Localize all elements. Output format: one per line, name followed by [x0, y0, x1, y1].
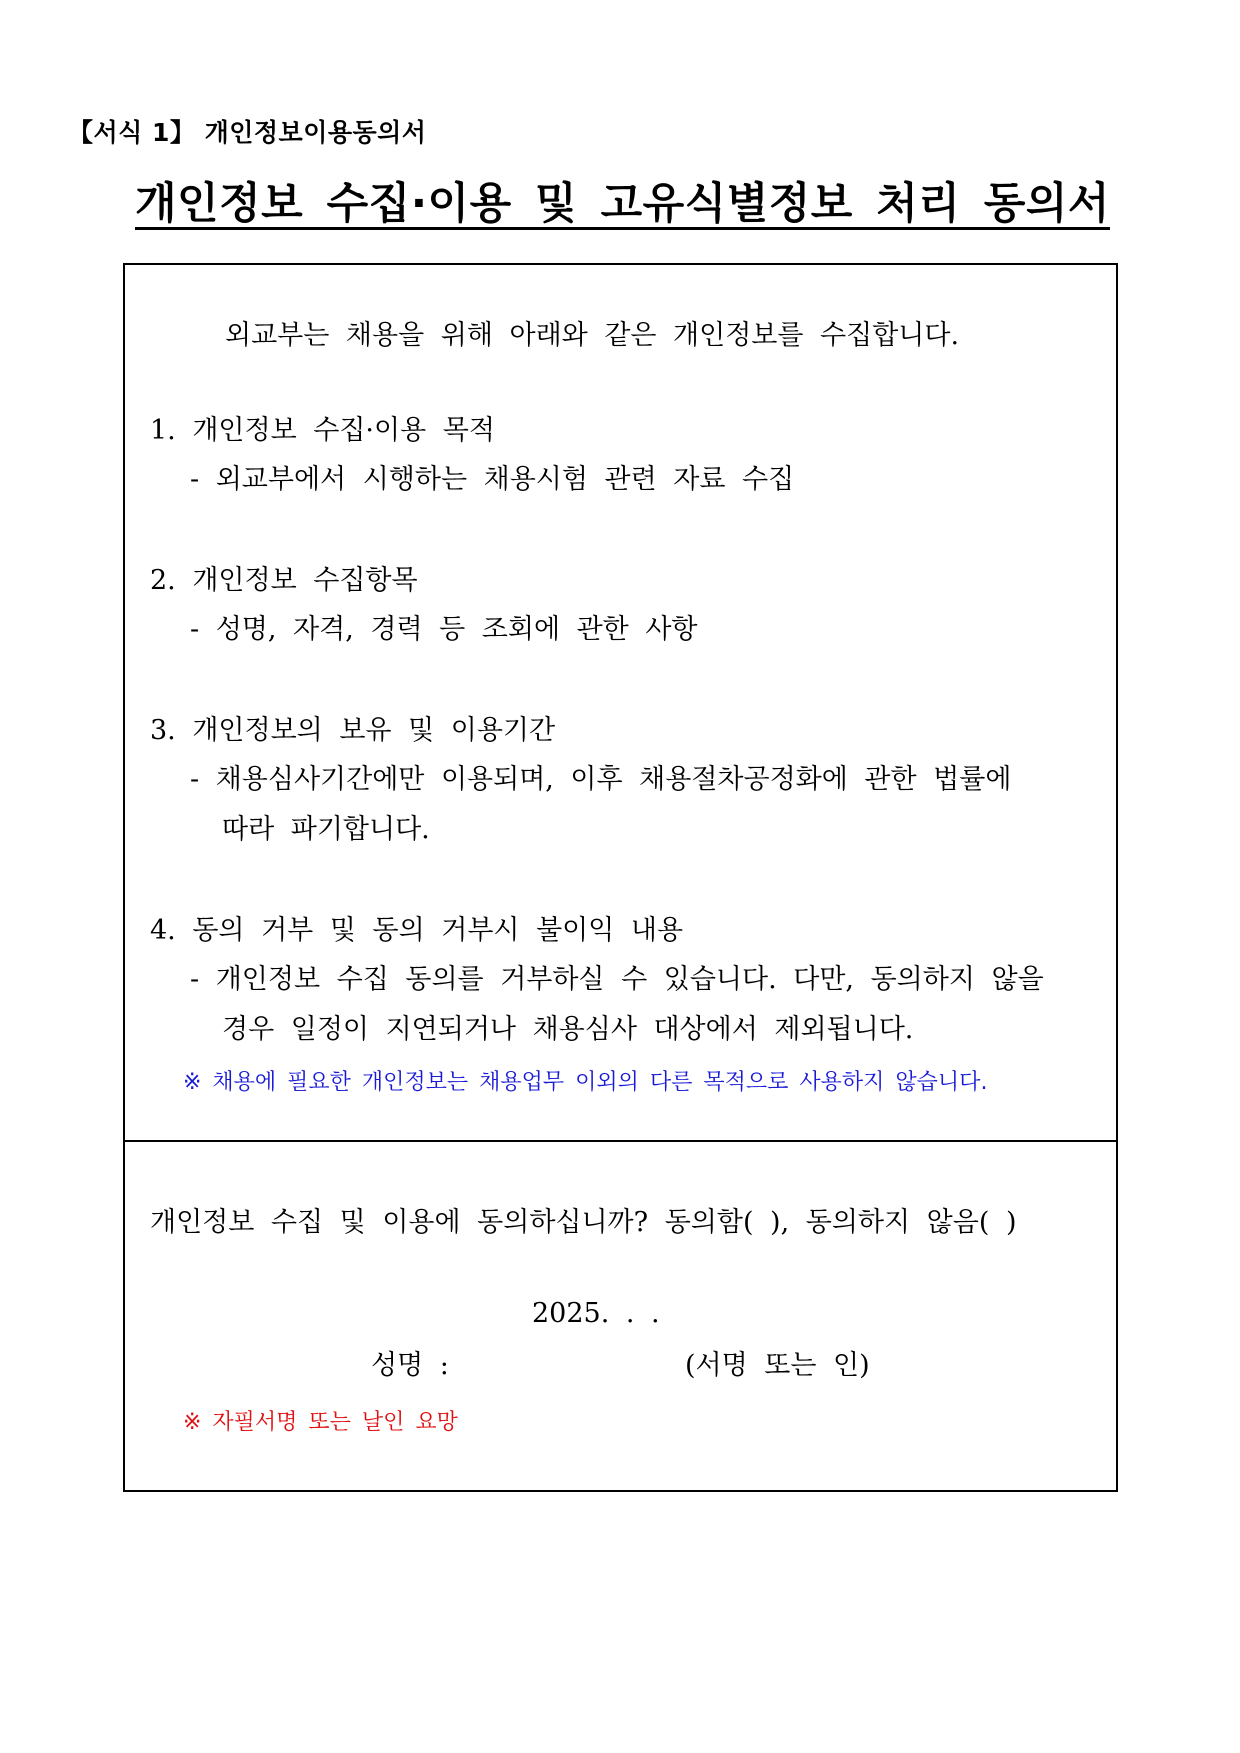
document-title: 개인정보 수집·이용 및 고유식별정보 처리 동의서 — [135, 179, 1110, 229]
usage-note: ※ 채용에 필요한 개인정보는 채용업무 이외의 다른 목적으로 사용하지 않습니다. — [183, 1070, 988, 1095]
section-4-heading: 4. 동의 거부 및 동의 거부시 불이익 내용 — [150, 915, 684, 946]
section-4-line-1: - 개인정보 수집 동의를 거부하실 수 있습니다. 다만, 동의하지 않을 — [190, 964, 1044, 995]
section-4-line-2: 경우 일정이 지연되거나 채용심사 대상에서 제외됩니다. — [222, 1014, 914, 1045]
section-3-line-2: 따라 파기합니다. — [222, 814, 430, 845]
section-divider — [125, 1140, 1116, 1142]
section-1-line-1: - 외교부에서 시행하는 채용시험 관련 자료 수집 — [190, 464, 795, 495]
intro-text: 외교부는 채용을 위해 아래와 같은 개인정보를 수집합니다. — [225, 320, 960, 351]
signature-required-note: ※ 자필서명 또는 날인 요망 — [183, 1410, 458, 1435]
consent-question: 개인정보 수집 및 이용에 동의하십니까? 동의함( ), 동의하지 않음( ) — [150, 1207, 1017, 1238]
consent-form-box — [123, 263, 1118, 1492]
section-2-line-1: - 성명, 자격, 경력 등 조회에 관한 사항 — [190, 614, 698, 645]
signature-label: 성명 : — [371, 1350, 449, 1381]
form-label: 【서식 1】 개인정보이용동의서 — [68, 118, 427, 147]
section-1-heading: 1. 개인정보 수집·이용 목적 — [150, 415, 495, 446]
date-line: 2025. . . — [532, 1298, 660, 1329]
section-2-heading: 2. 개인정보 수집항목 — [150, 565, 418, 596]
section-3-heading: 3. 개인정보의 보유 및 이용기간 — [150, 715, 556, 746]
signature-note: (서명 또는 인) — [685, 1350, 870, 1381]
section-3-line-1: - 채용심사기간에만 이용되며, 이후 채용절차공정화에 관한 법률에 — [190, 764, 1012, 795]
